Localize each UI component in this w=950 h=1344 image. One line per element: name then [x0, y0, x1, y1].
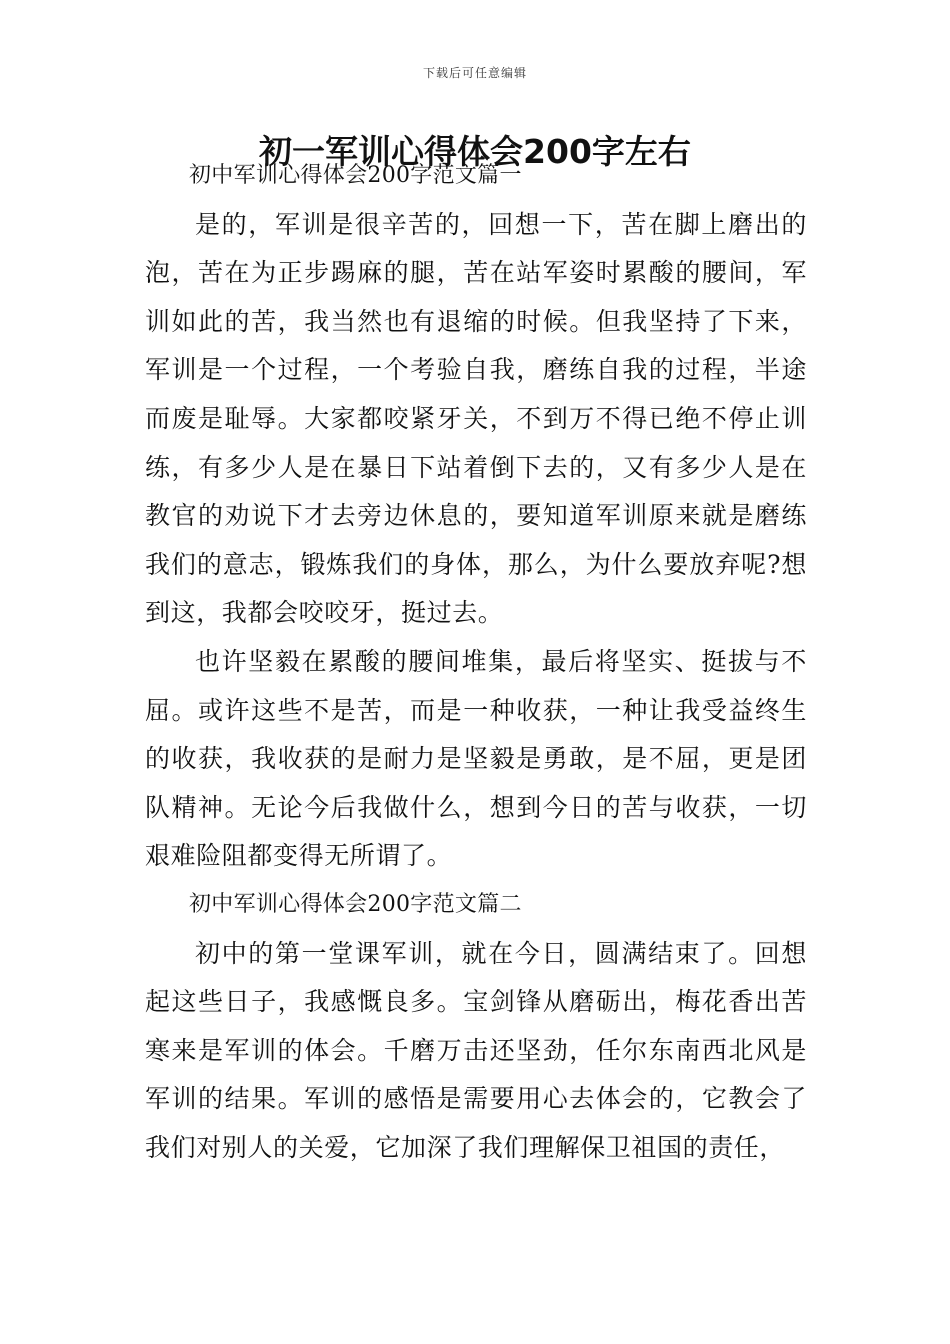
page-title: 初一军训心得体会200字左右 — [259, 132, 691, 171]
paragraph: 是的，军训是很辛苦的，回想一下，苦在脚上磨出的泡，苦在为正步踢麻的腿，苦在站军姿时累酸的腰间，军训如此的苦，我当然也有退缩的时候。但我坚持了下来，军训是一个过程，一个考验自我，磨练自我的过程，半途而废是耻辱。大家都咬紧牙关，不到万不得已绝不停止训练，有多少人是在暴日下站着倒下去的，又有多少人是在教官的劝说下才去旁边休息的，要知道军训原来就是磨练我们的意志，锻炼我们的身体，那么，为什么要放弃呢?想到这，我都会咬咬牙，挺过去。 — [145, 209, 807, 628]
header-note: 下载后可任意编辑 — [422, 66, 527, 80]
paragraph: 初中的第一堂课军训，就在今日，圆满结束了。回想起这些日子，我感慨良多。宝剑锋从磨砺出，梅花香出苦寒来是军训的体会。千磨万击还坚劲，任尔东南西北风是军训的结果。军训的感悟是需要用心去体会的，它教会了我们对别人的关爱，它加深了我们理解保卫祖国的责任， — [145, 938, 807, 1162]
section-heading-1: 初中军训心得体会200字范文篇一 — [189, 163, 522, 188]
section-heading-2: 初中军训心得体会200字范文篇二 — [189, 891, 522, 917]
paragraph: 也许坚毅在累酸的腰间堆集，最后将坚实、挺拔与不屈。或许这些不是苦，而是一种收获，一种让我受益终生的收获，我收获的是耐力是坚毅是勇敢，是不屈，更是团队精神。无论今后我做什么，想到今日的苦与收获，一切艰难险阻都变得无所谓了。 — [145, 646, 807, 871]
document-body — [145, 152, 807, 1172]
